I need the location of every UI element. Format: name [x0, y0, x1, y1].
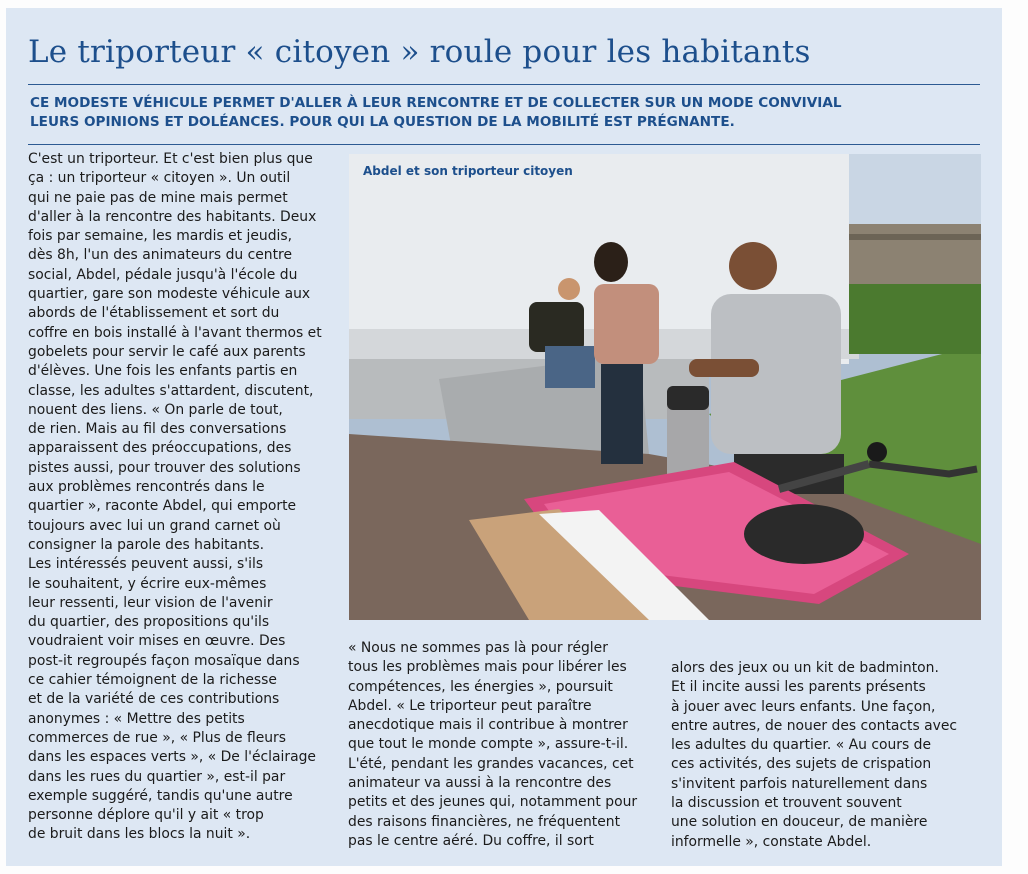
- text-line: social, Abdel, pédale jusqu'à l'école du: [28, 266, 298, 283]
- text-line: à jouer avec leurs enfants. Une façon,: [671, 698, 936, 715]
- article-page: [6, 8, 1002, 866]
- text-line: leur ressenti, leur vision de l'avenir: [28, 594, 273, 611]
- text-line: du quartier, des propositions qu'ils: [28, 614, 270, 631]
- text-line: consigner la parole des habitants.: [28, 536, 265, 553]
- text-line: s'invitent parfois naturellement dans: [671, 775, 928, 792]
- text-line: d'aller à la rencontre des habitants. Deux: [28, 208, 317, 225]
- text-line: tous les problèmes mais pour libérer les: [348, 659, 627, 676]
- text-line: compétences, les énergies », poursuit: [348, 678, 613, 695]
- text-line: le souhaitent, y écrire eux-mêmes: [28, 575, 267, 592]
- text-line: aux problèmes rencontrés dans le: [28, 479, 265, 496]
- subtitle-line: CE MODESTE VÉHICULE PERMET D'ALLER À LEUR RENCONTRE ET DE COLLECTER SUR UN MODE CONVIVIAL: [30, 95, 842, 111]
- text-line: des raisons financières, ne fréquentent: [348, 813, 621, 830]
- text-line: voudraient voir mises en œuvre. Des: [28, 633, 286, 650]
- column-2: [348, 639, 653, 851]
- text-line: informelle », constate Abdel.: [671, 833, 872, 850]
- text-line: L'été, pendant les grandes vacances, cet: [348, 755, 634, 772]
- text-line: pas le centre aéré. Du coffre, il sort: [348, 832, 594, 849]
- text-line: Les intéressés peuvent aussi, s'ils: [28, 556, 264, 573]
- text-line: Abdel. « Le triporteur peut paraître: [348, 697, 592, 714]
- column-3: [671, 659, 981, 852]
- text-line: personne déplore qu'il y ait « trop: [28, 807, 264, 824]
- text-line: qui ne paie pas de mine mais permet: [28, 189, 288, 206]
- subtitle-rule: [28, 144, 980, 145]
- article-title: Le triporteur « citoyen » roule pour les habitants: [28, 34, 811, 70]
- text-line: de bruit dans les blocs la nuit ».: [28, 826, 251, 843]
- text-line: alors des jeux ou un kit de badminton.: [671, 660, 939, 676]
- text-line: toujours avec lui un grand carnet où: [28, 517, 281, 534]
- text-line: Et il incite aussi les parents présents: [671, 679, 926, 696]
- text-line: d'élèves. Une fois les enfants partis en: [28, 363, 298, 380]
- text-line: coffre en bois installé à l'avant thermos et: [28, 324, 322, 341]
- text-line: exemple suggéré, tandis qu'une autre: [28, 787, 293, 804]
- article-photo: [349, 154, 981, 620]
- text-line: « Nous ne sommes pas là pour régler: [348, 640, 608, 656]
- text-line: classe, les adultes s'attardent, discutent,: [28, 382, 314, 399]
- photo-illustration: [349, 154, 981, 620]
- text-line: animateur va aussi à la rencontre des: [348, 775, 612, 792]
- text-line: anecdotique mais il contribue à montrer: [348, 717, 628, 734]
- column-1: [28, 150, 338, 845]
- article-subtitle: [30, 94, 930, 132]
- text-line: anonymes : « Mettre des petits: [28, 710, 245, 727]
- subtitle-line: LEURS OPINIONS ET DOLÉANCES. POUR QUI LA QUESTION DE LA MOBILITÉ EST PRÉGNANTE.: [30, 114, 735, 130]
- text-line: ce cahier témoignent de la richesse: [28, 672, 277, 689]
- text-line: C'est un triporteur. Et c'est bien plus que: [28, 151, 313, 167]
- text-line: ça : un triporteur « citoyen ». Un outil: [28, 170, 291, 187]
- photo-caption: Abdel et son triporteur citoyen: [363, 164, 573, 178]
- text-line: quartier, gare son modeste véhicule aux: [28, 286, 311, 303]
- text-line: gobelets pour servir le café aux parents: [28, 343, 306, 360]
- text-line: quartier », raconte Abdel, qui emporte: [28, 498, 297, 515]
- text-line: apparaissent des préoccupations, des: [28, 440, 292, 457]
- text-line: dans les rues du quartier », est-il par: [28, 768, 286, 785]
- text-line: entre autres, de nouer des contacts avec: [671, 717, 958, 734]
- text-line: abords de l'établissement et sort du: [28, 305, 280, 322]
- text-line: de rien. Mais au fil des conversations: [28, 421, 287, 438]
- text-line: commerces de rue », « Plus de fleurs: [28, 729, 287, 746]
- title-rule: [28, 84, 980, 85]
- text-line: petits et des jeunes qui, notamment pour: [348, 794, 638, 811]
- text-line: pistes aussi, pour trouver des solutions: [28, 459, 301, 476]
- text-line: la discussion et trouvent souvent: [671, 795, 902, 812]
- text-line: et de la variété de ces contributions: [28, 691, 280, 708]
- text-line: une solution en douceur, de manière: [671, 814, 928, 831]
- text-line: que tout le monde compte », assure-t-il.: [348, 736, 629, 753]
- text-line: post-it regroupés façon mosaïque dans: [28, 652, 300, 669]
- text-line: dans les espaces verts », « De l'éclairage: [28, 749, 316, 766]
- text-line: nouent des liens. « On parle de tout,: [28, 401, 283, 418]
- text-line: les adultes du quartier. « Au cours de: [671, 737, 931, 754]
- text-line: dès 8h, l'un des animateurs du centre: [28, 247, 293, 264]
- text-line: fois par semaine, les mardis et jeudis,: [28, 228, 293, 245]
- text-line: ces activités, des sujets de crispation: [671, 756, 932, 773]
